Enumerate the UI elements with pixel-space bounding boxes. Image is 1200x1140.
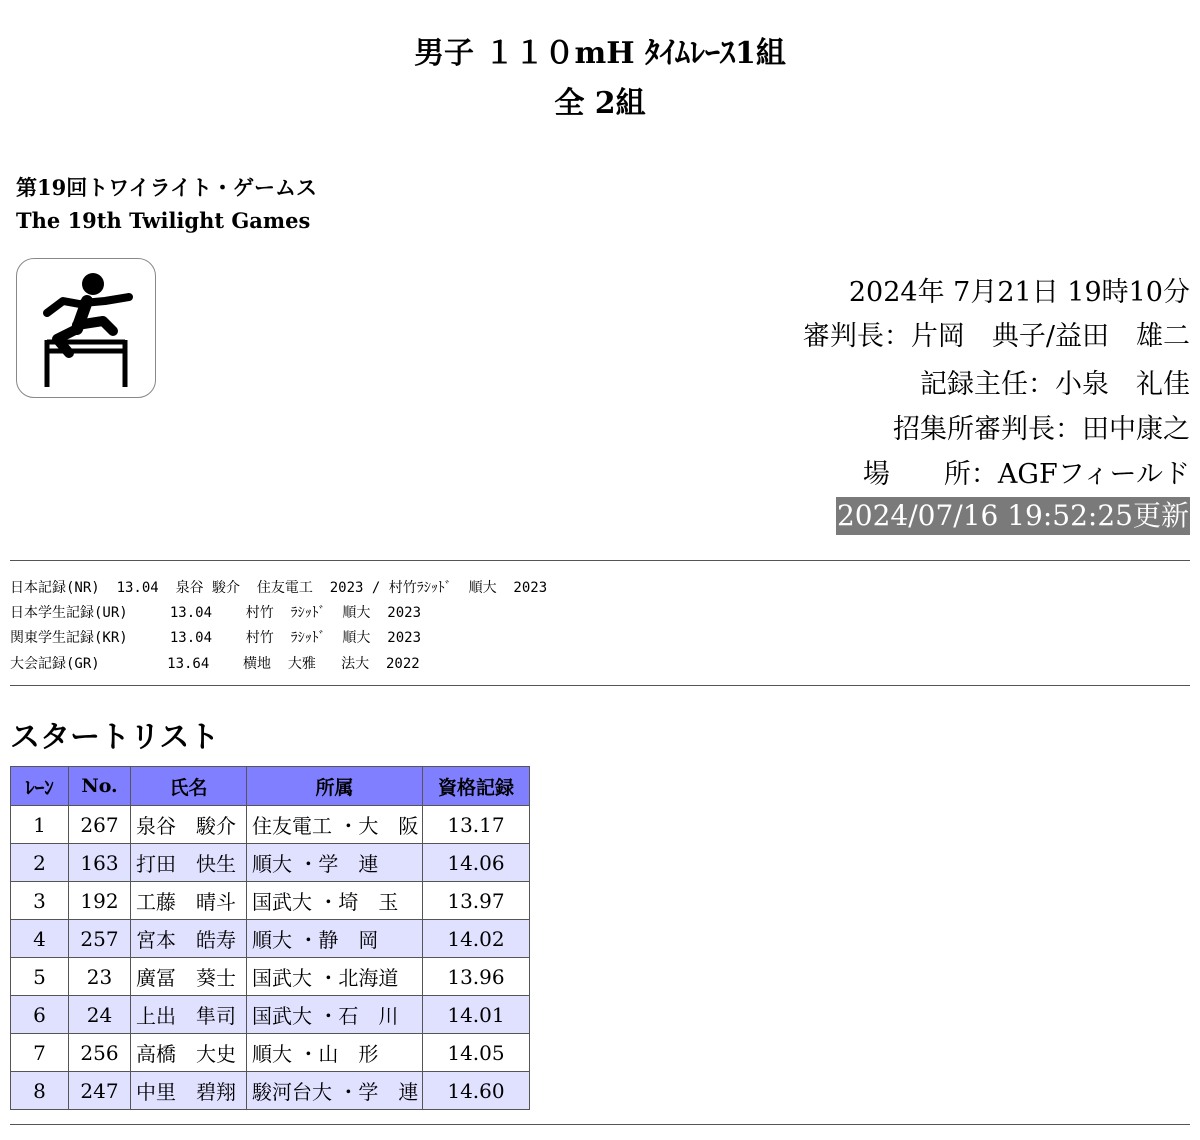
- cell-no: 24: [69, 996, 131, 1034]
- cell-affiliation: 順大 ・学 連: [247, 844, 423, 882]
- cell-lane: 7: [11, 1034, 69, 1072]
- cell-qualifying: 14.60: [423, 1072, 530, 1110]
- cell-qualifying: 13.97: [423, 882, 530, 920]
- table-row: [11, 1072, 530, 1110]
- table-row: [11, 882, 530, 920]
- cell-affiliation: 国武大 ・埼 玉: [247, 882, 423, 920]
- cell-affiliation: 国武大 ・北海道: [247, 958, 423, 996]
- chief-referee: 審判長：片岡 典子/益田 雄二: [802, 321, 1190, 352]
- event-title: 男子 １１０mH ﾀｲﾑﾚｰｽ1組: [414, 36, 786, 71]
- table-row: [11, 1034, 530, 1072]
- cell-no: 23: [69, 958, 131, 996]
- venue: 場 所：AGFフィールド: [862, 459, 1190, 490]
- divider: [10, 685, 1190, 686]
- meet-name-en: The 19th Twilight Games: [16, 208, 311, 233]
- cell-qualifying: 14.05: [423, 1034, 530, 1072]
- cell-name: 打田 快生: [131, 844, 247, 882]
- cell-qualifying: 14.02: [423, 920, 530, 958]
- cell-lane: 5: [11, 958, 69, 996]
- cell-no: 247: [69, 1072, 131, 1110]
- cell-name: 宮本 皓寿: [131, 920, 247, 958]
- cell-qualifying: 14.01: [423, 996, 530, 1034]
- cell-affiliation: 住友電工 ・大 阪: [247, 806, 423, 844]
- col-affiliation: 所属: [247, 767, 423, 806]
- cell-no: 256: [69, 1034, 131, 1072]
- table-row: [11, 996, 530, 1034]
- table-row: [11, 806, 530, 844]
- cell-qualifying: 14.06: [423, 844, 530, 882]
- cell-affiliation: 順大 ・静 岡: [247, 920, 423, 958]
- cell-lane: 3: [11, 882, 69, 920]
- cell-name: 廣冨 葵士: [131, 958, 247, 996]
- start-list-table: [10, 766, 530, 1110]
- meet-name-ja: 第19回トワイライト・ゲームス: [16, 175, 317, 200]
- record-kanto: 関東学生記録(KR) 13.04 村竹 ﾗｼｯﾄﾞ 順大 2023: [10, 630, 422, 646]
- cell-lane: 6: [11, 996, 69, 1034]
- table-row: [11, 958, 530, 996]
- cell-name: 上出 隼司: [131, 996, 247, 1034]
- col-lane: ﾚｰﾝ: [11, 767, 69, 806]
- record-chief: 記録主任：小泉 礼佳: [920, 369, 1190, 400]
- cell-name: 工藤 晴斗: [131, 882, 247, 920]
- cell-no: 257: [69, 920, 131, 958]
- divider: [10, 1124, 1190, 1125]
- heat-count: 全 2組: [554, 86, 646, 121]
- table-row: [11, 920, 530, 958]
- cell-affiliation: 順大 ・山 形: [247, 1034, 423, 1072]
- cell-lane: 2: [11, 844, 69, 882]
- record-university: 日本学生記録(UR) 13.04 村竹 ﾗｼｯﾄﾞ 順大 2023: [10, 605, 422, 621]
- updated-timestamp: 2024/07/16 19:52:25更新: [836, 497, 1190, 535]
- cell-no: 163: [69, 844, 131, 882]
- cell-lane: 8: [11, 1072, 69, 1110]
- record-national: 日本記録(NR) 13.04 泉谷 駿介 住友電工 2023 / 村竹ﾗｼｯﾄﾞ 順大 2023: [10, 580, 548, 596]
- table-row: [11, 844, 530, 882]
- cell-name: 泉谷 駿介: [131, 806, 247, 844]
- hurdles-icon: [16, 258, 156, 398]
- call-room-referee: 招集所審判長：田中康之: [893, 414, 1190, 445]
- col-name: 氏名: [131, 767, 247, 806]
- cell-lane: 4: [11, 920, 69, 958]
- cell-name: 中里 碧翔: [131, 1072, 247, 1110]
- col-qualifying: 資格記録: [423, 767, 530, 806]
- event-datetime: 2024年 7月21日 19時10分: [848, 277, 1190, 308]
- cell-no: 192: [69, 882, 131, 920]
- col-no: No.: [69, 767, 131, 806]
- start-list-heading: スタートリスト: [10, 720, 220, 755]
- cell-qualifying: 13.17: [423, 806, 530, 844]
- cell-name: 高橋 大史: [131, 1034, 247, 1072]
- cell-no: 267: [69, 806, 131, 844]
- cell-affiliation: 駿河台大 ・学 連: [247, 1072, 423, 1110]
- table-header-row: [11, 767, 530, 806]
- cell-affiliation: 国武大 ・石 川: [247, 996, 423, 1034]
- cell-lane: 1: [11, 806, 69, 844]
- cell-qualifying: 13.96: [423, 958, 530, 996]
- divider: [10, 560, 1190, 561]
- record-games: 大会記録(GR) 13.64 横地 大雅 法大 2022: [10, 656, 420, 672]
